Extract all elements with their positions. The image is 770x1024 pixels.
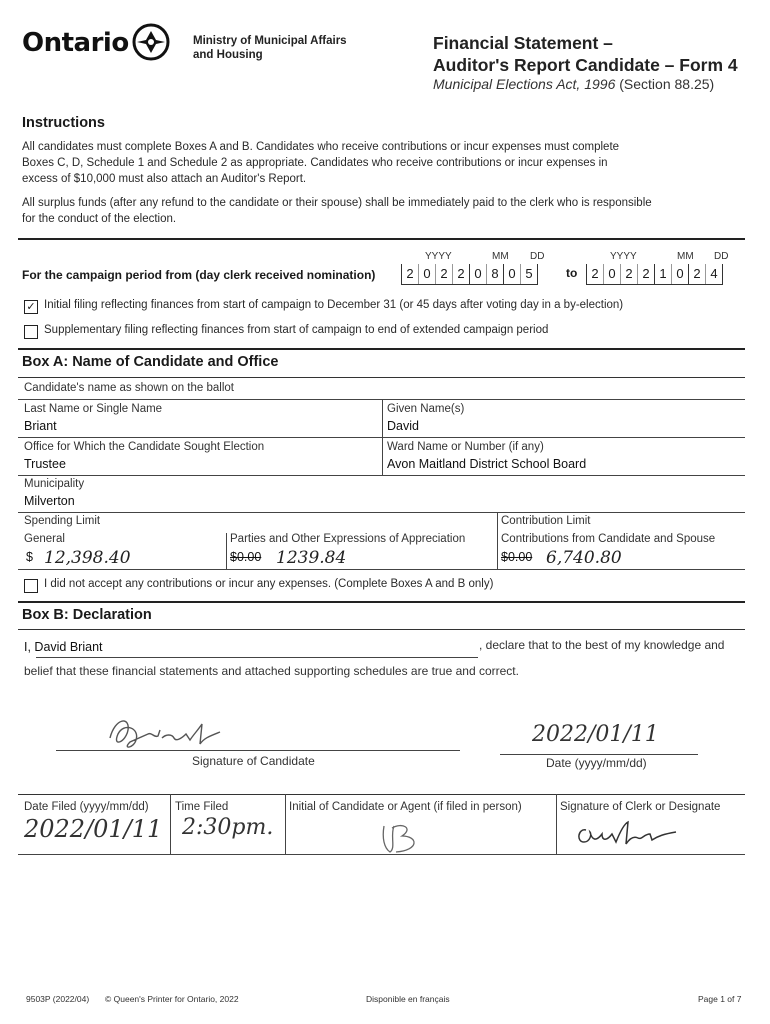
divider	[18, 512, 745, 513]
no-contributions-label: I did not accept any contributions or incur any expenses. (Complete Boxes A and B only)	[44, 578, 494, 590]
from-month-digit: 0	[470, 264, 487, 284]
supplementary-filing-label: Supplementary filing reflecting finances from start of campaign to end of extended campaign period	[44, 324, 549, 336]
campaign-period-label: For the campaign period from (day clerk received nomination)	[22, 268, 376, 282]
candidate-signature[interactable]	[100, 708, 230, 756]
to-month-digit: 1	[655, 264, 672, 284]
contribution-limit-label: Contribution Limit	[501, 515, 591, 527]
office-field[interactable]: Trustee	[24, 457, 66, 471]
municipality-field[interactable]: Milverton	[24, 494, 75, 508]
instructions-paragraph-1	[22, 139, 742, 187]
instructions-heading: Instructions	[22, 115, 105, 131]
divider	[18, 348, 745, 350]
instructions-line: All surplus funds (after any refund to the candidate or their spouse) shall be immediately paid to the clerk who is responsible	[22, 197, 652, 209]
divider	[18, 601, 745, 603]
divider	[18, 377, 745, 378]
declarant-name-field[interactable]: I, David Briant	[24, 640, 103, 654]
parties-label: Parties and Other Expressions of Appreciation	[230, 533, 466, 545]
ontario-logo-text: Ontario	[22, 28, 129, 58]
divider	[18, 854, 745, 855]
ministry-line-2: and Housing	[193, 49, 263, 61]
declaration-text: , declare that to the best of my knowledge and	[479, 638, 725, 652]
parties-spending-field[interactable]: 1239.84	[276, 548, 347, 568]
contribution-limit-field[interactable]: 6,740.80	[546, 548, 622, 568]
from-year-header: YYYY	[425, 251, 452, 262]
initial-label: Initial of Candidate or Agent (if filed in person)	[289, 801, 522, 813]
to-year-digit: 2	[621, 264, 638, 284]
clerk-signature-label: Signature of Clerk or Designate	[560, 801, 721, 813]
given-name-label: Given Name(s)	[387, 403, 465, 415]
to-month-header: MM	[677, 251, 694, 262]
trillium-logo-icon	[132, 23, 170, 61]
divider	[226, 533, 227, 569]
candidate-name-caption: Candidate's name as shown on the ballot	[24, 382, 234, 394]
divider	[285, 794, 286, 854]
spending-limit-label: Spending Limit	[24, 515, 101, 527]
to-year-digit: 0	[604, 264, 621, 284]
instructions-line: excess of $10,000 must also attach an Auditor's Report.	[22, 173, 307, 185]
time-filed-field[interactable]: 2:30pm.	[182, 815, 274, 840]
date-caption: Date (yyyy/mm/dd)	[546, 756, 647, 770]
signature-line	[56, 750, 460, 751]
act-reference	[433, 76, 714, 92]
form-id: 9503P (2022/04)	[26, 994, 90, 1004]
general-currency: $	[26, 550, 33, 564]
instructions-line: Boxes C, D, Schedule 1 and Schedule 2 as appropriate. Candidates who receive contributions or incur expenses in	[22, 157, 608, 169]
date-line	[500, 754, 698, 755]
office-label: Office for Which the Candidate Sought Election	[24, 441, 265, 453]
to-day-digit: 4	[710, 266, 718, 281]
from-year-digit: 2	[436, 264, 453, 284]
municipality-label: Municipality	[24, 478, 85, 490]
date-filed-label: Date Filed (yyyy/mm/dd)	[24, 801, 149, 813]
divider	[18, 238, 745, 240]
from-date-field[interactable]	[401, 264, 538, 285]
ward-field[interactable]: Avon Maitland District School Board	[387, 457, 587, 471]
last-name-field[interactable]: Briant	[24, 419, 57, 433]
general-spending-field[interactable]: 12,398.40	[44, 548, 131, 568]
parties-printed-amount: $0.00	[230, 550, 262, 564]
general-label: General	[24, 533, 65, 545]
ministry-line-1: Ministry of Municipal Affairs	[193, 35, 347, 47]
declaration-date-field[interactable]: 2022/01/11	[532, 722, 659, 747]
divider	[18, 569, 745, 570]
instructions-line: for the conduct of the election.	[22, 213, 177, 225]
to-year-header: YYYY	[610, 251, 637, 262]
to-date-field[interactable]	[586, 264, 723, 285]
name-underline	[36, 657, 478, 658]
divider	[18, 794, 745, 795]
act-name: Municipal Elections Act, 1996	[433, 76, 616, 92]
from-day-digit: 0	[504, 264, 521, 284]
to-day-digit: 2	[689, 264, 706, 284]
form-title-line-2: Auditor's Report Candidate – Form 4	[433, 55, 738, 75]
divider	[170, 794, 171, 854]
page-number: Page 1 of 7	[698, 994, 742, 1004]
last-name-label: Last Name or Single Name	[24, 403, 163, 415]
contributions-label: Contributions from Candidate and Spouse	[501, 533, 716, 545]
contributions-printed-amount: $0.00	[501, 550, 533, 564]
from-year-digit: 2	[453, 264, 470, 284]
clerk-signature[interactable]	[572, 818, 682, 852]
ministry-name	[193, 34, 347, 62]
initial-signature[interactable]	[378, 818, 430, 858]
to-year-digit: 2	[587, 264, 604, 284]
ward-label: Ward Name or Number (if any)	[387, 441, 544, 453]
form-title-line-1: Financial Statement –	[433, 33, 613, 53]
form-title	[433, 32, 738, 76]
to-label: to	[566, 266, 578, 280]
divider	[18, 475, 745, 476]
declaration-text-line-2: belief that these financial statements and attached supporting schedules are true and correct.	[24, 664, 519, 678]
divider	[497, 512, 498, 569]
from-day-header: DD	[530, 251, 545, 262]
divider	[556, 794, 557, 854]
no-contributions-checkbox[interactable]	[24, 579, 38, 593]
divider	[18, 629, 745, 630]
instructions-line: All candidates must complete Boxes A and B. Candidates who receive contributions or incur expenses must complete	[22, 141, 620, 153]
given-name-field[interactable]: David	[387, 419, 419, 433]
initial-filing-label: Initial filing reflecting finances from start of campaign to December 31 (or 45 days after voting day in a by-election)	[44, 299, 624, 311]
to-day-header: DD	[714, 251, 729, 262]
act-section: (Section 88.25)	[615, 76, 715, 92]
from-year-digit: 0	[419, 264, 436, 284]
divider	[18, 437, 745, 438]
to-year-digit: 2	[638, 264, 655, 284]
box-b-heading: Box B: Declaration	[22, 607, 152, 623]
from-year-digit: 2	[402, 264, 419, 284]
instructions-paragraph-2	[22, 195, 742, 227]
supplementary-filing-checkbox[interactable]	[24, 325, 38, 339]
initial-filing-checkbox[interactable]: ✓	[24, 300, 38, 314]
from-month-digit: 8	[487, 264, 504, 284]
french-version: Disponible en français	[366, 994, 450, 1004]
time-filed-label: Time Filed	[175, 801, 229, 813]
to-month-digit: 0	[672, 264, 689, 284]
signature-caption: Signature of Candidate	[192, 754, 315, 768]
copyright: © Queen's Printer for Ontario, 2022	[105, 994, 239, 1004]
from-day-digit: 5	[525, 266, 533, 281]
box-a-heading: Box A: Name of Candidate and Office	[22, 354, 279, 370]
date-filed-field[interactable]: 2022/01/11	[24, 815, 163, 843]
from-month-header: MM	[492, 251, 509, 262]
